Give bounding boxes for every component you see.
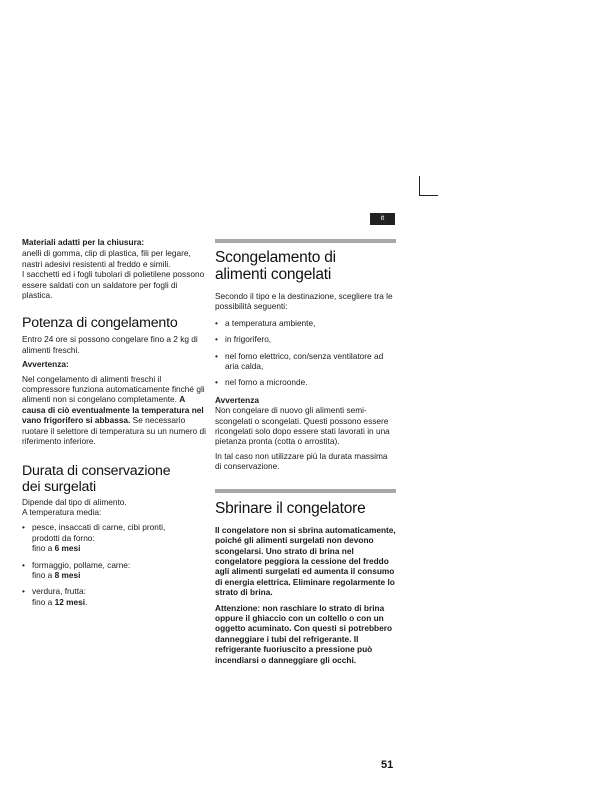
storage-item-text: pesce, insaccati di carne, cibi pronti, — [32, 522, 166, 533]
thaw-warning-label: Avvertenza — [215, 394, 259, 405]
defrost-text-1: Il congelatore non si sbrina automaticamente, poiché gli alimenti surgelati non devono scongelarsi. Uno strato di brina nel congelatore peggiora la cessione del freddo agli alimenti surgelati ed aumenta il consumo di energia elettrica. Eliminare regolarmente lo strato di brina. — [215, 524, 396, 598]
storage-item — [22, 522, 208, 553]
thaw-title-line2: alimenti congelati — [215, 266, 332, 283]
storage-intro-1: Dipende dal tipo di alimento. — [22, 496, 127, 507]
storage-item — [22, 586, 208, 607]
freezing-power-text: Entro 24 ore si possono congelare fino a 2 kg di alimenti freschi. — [22, 334, 198, 355]
materials-text-2: I sacchetti ed i fogli tubolari di polietilene possono essere saldati con un saldatore per fogli di plastica. — [22, 269, 205, 301]
thaw-list — [215, 318, 396, 388]
storage-item-prefix: fino a — [32, 543, 55, 554]
freezing-power-title: Potenza di congelamento — [22, 315, 178, 332]
warning-text-b: Se necessario ruotare il selettore di temperatura su un numero di riferimento inferiore. — [22, 415, 207, 447]
thaw-warning-text-2: In tal caso non utilizzare più la durata massima di conservazione. — [215, 450, 388, 472]
storage-title-line1: Durata di conservazione — [22, 462, 171, 479]
right-column — [215, 237, 396, 665]
section-rule — [215, 489, 396, 493]
storage-item-text-2: prodotti da forno: — [32, 532, 95, 543]
storage-title-line2: dei surgelati — [22, 478, 96, 495]
thaw-item: • nel forno a microonde. — [215, 377, 396, 387]
storage-item-text: formaggio, pollame, carne: — [32, 559, 131, 570]
crop-mark-horizontal — [419, 195, 438, 196]
section-rule — [215, 239, 396, 243]
thaw-warning-text: Non congelare di nuovo gli alimenti semi-scongelati o scongelati. Questi possono essere ricongelati solo dopo essere stati lavorati in una pietanza pronta (cotta o arrostita). — [215, 405, 390, 447]
crop-mark-vertical — [419, 176, 420, 196]
materials-heading: Materiali adatti per la chiusura: — [22, 237, 145, 247]
thaw-title — [215, 249, 396, 283]
storage-item-prefix: fino a — [32, 569, 55, 580]
warning-text-bold: A causa di ciò eventualmente la temperatura nel vano frigorifero si abbassa. — [22, 394, 204, 426]
storage-title — [22, 463, 208, 495]
storage-item-duration: 6 mesi — [54, 543, 81, 554]
defrost-text-2: Attenzione: non raschiare lo strato di brina oppure il ghiaccio con un coltello o con un oggetto acuminato. Con questi si potrebbero danneggiare i tubi del refrigerante. Il refrigerante fuoriuscito a pressione può incendiarsi o danneggiare gli occhi. — [215, 602, 393, 665]
warning-text — [22, 374, 208, 447]
thaw-item: • nel forno elettrico, con/senza ventilatore ad aria calda, — [215, 351, 396, 372]
warning-text-a: Nel congelamento di alimenti freschi il compressore funziona automaticamente finché gli alimenti non si congelano completamente. — [22, 373, 205, 405]
thaw-title-line1: Scongelamento di — [215, 249, 336, 266]
storage-intro-2: A temperatura media: — [22, 506, 102, 517]
thaw-item: • in frigorifero, — [215, 334, 396, 344]
storage-list — [22, 522, 208, 607]
page-number: 51 — [381, 759, 394, 771]
storage-item — [22, 560, 208, 581]
storage-item-suffix: . — [85, 596, 88, 607]
storage-item-duration: 12 mesi — [54, 596, 86, 607]
storage-item-text: verdura, frutta: — [32, 586, 86, 597]
storage-item-duration: 8 mesi — [54, 569, 81, 580]
left-column — [22, 237, 208, 607]
thaw-intro: Secondo il tipo e la destinazione, scegliere tra le possibilità seguenti: — [215, 291, 393, 312]
materials-text: anelli di gomma, clip di plastica, fili per legare, nastri adesivi resistenti al freddo e simili. — [22, 248, 191, 269]
defrost-title: Sbrinare il congelatore — [215, 499, 366, 517]
language-badge: it — [370, 213, 395, 225]
warning-label: Avvertenza: — [22, 359, 69, 370]
storage-item-prefix: fino a — [32, 596, 55, 607]
thaw-item: • a temperatura ambiente, — [215, 318, 396, 328]
